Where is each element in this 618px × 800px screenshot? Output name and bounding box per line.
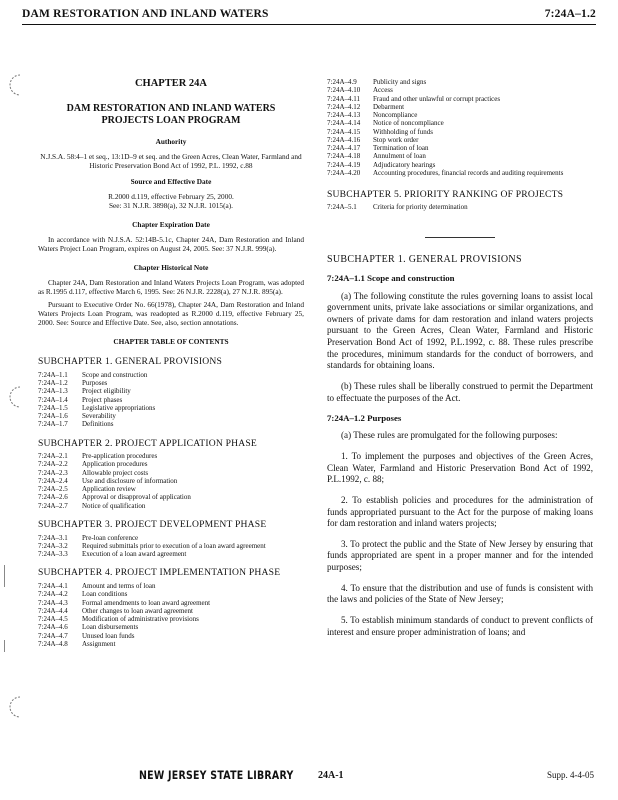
toc-entry-title: Annulment of loan (373, 152, 426, 161)
rules-text (327, 273, 593, 638)
toc-entry-title: Other changes to loan award agreement (82, 606, 193, 615)
toc-entry (38, 493, 304, 501)
toc-entry (327, 203, 593, 211)
toc-entry (327, 111, 593, 119)
toc-entry-title: Required submittals prior to execution of a loan award agreement (82, 541, 266, 550)
toc-entry-title: Severability (82, 412, 116, 420)
toc-entry (38, 623, 304, 631)
toc-entry (38, 590, 304, 598)
toc-entry-number: 7:24A–3.2 (38, 541, 68, 550)
toc-entry-title: Stop work order (373, 135, 419, 144)
toc-entry-title: Application procedures (82, 460, 148, 469)
toc-entry-title: Debarment (373, 102, 405, 111)
toc-entry-number: 7:24A–4.16 (327, 135, 361, 144)
left-column (38, 78, 304, 648)
toc-entry-number: 7:24A–4.6 (38, 623, 68, 632)
purpose-item: 5. To establish minimum standards of conduct to prevent conflicts of interest and ensure proper administration of loans; and (327, 614, 593, 637)
toc-entry (38, 387, 304, 395)
toc-entry-title: Modification of administrative provisions (82, 615, 199, 624)
toc-entry-number: 7:24A–2.5 (38, 485, 68, 494)
toc-entry (38, 632, 304, 640)
toc-entry (38, 599, 304, 607)
subchapter-toc (38, 534, 304, 559)
toc-entry (327, 169, 593, 177)
library-stamp: NEW JERSEY STATE LIBRARY (139, 768, 294, 782)
supplement-date: Supp. 4-4-05 (547, 770, 594, 780)
toc-entry-number: 7:24A–4.10 (327, 86, 361, 95)
purpose-item: 1. To implement the purposes and objectives of the Green Acres, Clean Water, Farmland and Historic Preservation Bond Act of 1992, P.L.1992, c. 88; (327, 451, 593, 485)
expiration-heading: Chapter Expiration Date (132, 220, 210, 230)
toc-entry (38, 582, 304, 590)
toc-entry (38, 502, 304, 510)
toc-entry-number: 7:24A–1.2 (38, 379, 68, 387)
toc-entry-title: Allowable project costs (82, 468, 149, 477)
toc-entry-title: Fraud and other unlawful or corrupt practices (373, 94, 501, 103)
subchapter-title: SUBCHAPTER 3. PROJECT DEVELOPMENT PHASE (38, 518, 267, 530)
chapter-title (38, 103, 304, 128)
toc-entry (38, 607, 304, 615)
toc-entry-title: Adjudicatory hearings (373, 160, 436, 169)
page-footer (0, 768, 618, 786)
toc-entry-number: 7:24A–2.4 (38, 476, 68, 485)
header-title: DAM RESTORATION AND INLAND WATERS (22, 8, 269, 20)
subchapter-toc (38, 582, 304, 648)
toc-entry-title: Unused loan funds (82, 631, 135, 640)
toc-entry-title: Formal amendments to loan award agreement (82, 598, 211, 607)
table-of-contents (38, 356, 304, 648)
toc-entry (38, 412, 304, 420)
toc-entry-title: Scope and construction (82, 370, 148, 379)
toc-entry-title: Execution of a loan award agreement (82, 550, 187, 559)
toc-entry-number: 7:24A–1.4 (38, 395, 68, 404)
history-para-1: Chapter 24A, Dam Restoration and Inland Waters Projects Loan Program, was adopted as R.1995 d.117, effective March 6, 1995. See: 26 N.J.R. 2228(a), 27 N.J.R. 895(a). (38, 277, 304, 296)
toc-entry-number: 7:24A–4.12 (327, 102, 361, 111)
toc-entry (327, 86, 593, 94)
toc-entry (38, 404, 304, 412)
right-column (327, 78, 593, 647)
toc-entry-title: Loan disbursements (82, 623, 139, 632)
toc-entry (327, 152, 593, 160)
toc-entry-title: Definitions (82, 420, 114, 429)
toc-entry-number: 7:24A–1.3 (38, 387, 68, 396)
toc-entry-title: Approval or disapproval of application (82, 493, 191, 502)
source-heading: Source and Effective Date (130, 177, 212, 187)
toc-entry-number: 7:24A–4.7 (38, 631, 68, 640)
toc-entry (38, 534, 304, 542)
toc-entry-number: 7:24A–2.1 (38, 452, 68, 461)
toc-entry-title: Use and disclosure of information (82, 476, 178, 485)
toc-entry-title: Noncompliance (373, 111, 418, 119)
subchapter-toc (38, 371, 304, 429)
purpose-item: 2. To establish policies and procedures for the administration of funds appropriated pursuant to the Act for the purpose of making loans for dam restoration and inland waters projects; (327, 494, 593, 529)
toc-entry-number: 7:24A–5.1 (327, 203, 357, 211)
toc-entry (327, 95, 593, 103)
chapter-title-line1: DAM RESTORATION AND INLAND WATERS (66, 102, 276, 114)
chapter-title-line2: PROJECTS LOAN PROGRAM (101, 115, 241, 127)
toc-continuation (327, 78, 593, 177)
rule-1-2-a: (a) These rules are promulgated for the following purposes: (341, 430, 558, 441)
toc-entry-number: 7:24A–4.8 (38, 639, 68, 648)
toc-entry-number: 7:24A–4.19 (327, 160, 361, 169)
subchapter-5-title: SUBCHAPTER 5. PRIORITY RANKING OF PROJECTS (327, 189, 564, 200)
source-line1: R.2000 d.119, effective February 25, 2000. (108, 192, 234, 202)
separator-rule (425, 237, 495, 238)
toc-entry-number: 7:24A–3.3 (38, 550, 68, 559)
toc-entry (327, 161, 593, 169)
toc-entry-number: 7:24A–2.7 (38, 501, 68, 510)
toc-entry (38, 469, 304, 477)
toc-entry-title: Accounting procedures, financial records and auditing requirements (373, 168, 564, 177)
header-section: 7:24A–1.2 (544, 8, 596, 20)
page-number: 24A-1 (318, 770, 344, 781)
authority-text: N.J.S.A. 58:4–1 et seq., 13:1D–9 et seq. and the Green Acres, Clean Water, Farmland and Historic Preservation Bond Act of 1992, P.L. 1992, c.88 (40, 151, 302, 170)
toc-entry-title: Application review (82, 485, 136, 494)
toc-entry-number: 7:24A–4.18 (327, 152, 361, 161)
toc-entry-number: 7:24A–1.6 (38, 412, 68, 420)
toc-entry-number: 7:24A–1.1 (38, 370, 68, 379)
toc-entry-title: Project phases (82, 395, 123, 404)
purpose-item: 4. To ensure that the distribution and use of funds is consistent with the laws and policies of the State of New Jersey; (327, 582, 593, 605)
toc-entry-number: 7:24A–4.11 (327, 94, 360, 103)
subchapter-title: SUBCHAPTER 4. PROJECT IMPLEMENTATION PHASE (38, 567, 281, 579)
toc-entry-number: 7:24A–3.1 (38, 533, 68, 542)
subchapter-1-heading: SUBCHAPTER 1. GENERAL PROVISIONS (327, 254, 522, 266)
rule-1-1-heading: 7:24A–1.1 Scope and construction (327, 273, 455, 284)
toc-entry (38, 477, 304, 485)
toc-entry-title: Purposes (82, 379, 108, 387)
source-line2: See: 31 N.J.R. 3898(a), 32 N.J.R. 1015(a). (108, 201, 234, 211)
history-para-2: Pursuant to Executive Order No. 66(1978), Chapter 24A, Dam Restoration and Inland Waters Projects Loan Program, was readopted as R.2000 d.119, effective February 25, 2000. See: Source and Effective Date. See, also, section annotations. (38, 300, 304, 328)
toc-entry-title: Amount and terms of loan (82, 582, 156, 591)
toc-entry-title: Notice of noncompliance (373, 119, 444, 128)
toc-entry-title: Criteria for priority determination (373, 203, 468, 211)
toc-entry-number: 7:24A–4.9 (327, 78, 357, 86)
toc-entry-number: 7:24A–4.4 (38, 606, 68, 615)
punch-hole-mark (4, 694, 26, 720)
punch-hole-mark (4, 72, 26, 98)
toc-entry-number: 7:24A–2.2 (38, 460, 68, 469)
toc-entry (327, 103, 593, 111)
toc-entry (327, 144, 593, 152)
toc-entry-title: Publicity and signs (373, 78, 427, 86)
rule-1-1-b: (b) These rules shall be liberally construed to permit the Department to effectuate the purposes of the Act. (327, 380, 593, 403)
toc-entry-title: Project eligibility (82, 387, 131, 396)
toc-entry (38, 420, 304, 428)
toc-entry (38, 550, 304, 558)
toc-entry (327, 119, 593, 127)
toc-entry (327, 128, 593, 136)
toc-entry-title: Loan conditions (82, 590, 128, 599)
toc-entry (327, 78, 593, 86)
subchapter-title: SUBCHAPTER 2. PROJECT APPLICATION PHASE (38, 437, 257, 449)
chapter-number: CHAPTER 24A (134, 78, 208, 89)
toc-entry (327, 136, 593, 144)
toc-entry-title: Assignment (82, 639, 116, 648)
toc-entry-title: Pre-loan conference (82, 533, 139, 542)
subchapter-5-toc (327, 203, 593, 211)
toc-entry-number: 7:24A–4.5 (38, 615, 68, 624)
margin-mark (4, 640, 5, 652)
purpose-item: 3. To protect the public and the State of New Jersey by ensuring that funds appropriated are spent in a proper manner and for the intended purposes; (327, 538, 593, 572)
toc-entry-number: 7:24A–1.5 (38, 403, 68, 412)
toc-entry-number: 7:24A–1.7 (38, 420, 68, 429)
subchapter-toc (38, 452, 304, 510)
toc-entry (38, 485, 304, 493)
toc-entry-title: Legislative appropriations (82, 403, 156, 412)
toc-entry-number: 7:24A–4.13 (327, 111, 361, 119)
margin-mark (4, 565, 5, 587)
rule-1-1-a: (a) The following constitute the rules governing loans to assist local government units, private lake associations or similar organizations, and owners of private dams for dam restoration and inland waters projects pursuant to the Green Acres, Clean Water, Farmland and Historic Preservation Bond Act of 1992, P.L.1992, c. 88. These rules prescribe the procedures, minimum standards for the conduct of borrowers, and standards for obtaining loans. (327, 290, 593, 371)
toc-entry (38, 542, 304, 550)
toc-entry-number: 7:24A–4.20 (327, 168, 361, 177)
subchapter-title: SUBCHAPTER 1. GENERAL PROVISIONS (38, 356, 223, 368)
toc-entry-title: Notice of qualification (82, 501, 146, 510)
history-heading: Chapter Historical Note (133, 262, 209, 272)
toc-entry-number: 7:24A–4.2 (38, 590, 68, 599)
toc-entry-number: 7:24A–4.14 (327, 119, 361, 128)
toc-entry-number: 7:24A–4.3 (38, 598, 68, 607)
toc-entry-title: Termination of loan (373, 144, 429, 152)
toc-heading: CHAPTER TABLE OF CONTENTS (113, 337, 229, 347)
toc-entry-number: 7:24A–4.1 (38, 582, 68, 591)
toc-entry-number: 7:24A–4.17 (327, 144, 361, 152)
rule-1-2-heading: 7:24A–1.2 Purposes (327, 413, 402, 424)
toc-entry-title: Withholding of funds (373, 127, 433, 136)
toc-entry (38, 615, 304, 623)
toc-entry-title: Access (373, 86, 393, 95)
toc-entry (38, 640, 304, 648)
authority-heading: Authority (155, 136, 187, 146)
purpose-list (327, 451, 593, 638)
toc-entry (38, 396, 304, 404)
running-header (22, 6, 596, 25)
toc-entry-number: 7:24A–2.6 (38, 493, 68, 502)
toc-entry (38, 452, 304, 460)
toc-entry-number: 7:24A–4.15 (327, 127, 361, 136)
toc-entry (38, 460, 304, 468)
toc-entry (38, 379, 304, 387)
toc-entry (38, 371, 304, 379)
expiration-text: In accordance with N.J.S.A. 52:14B-5.1c, Chapter 24A, Dam Restoration and Inland Waters Project Loan Program, expires on August 24, 2005. See: 37 N.J.R. 999(a). (38, 235, 304, 253)
toc-entry-title: Pre-application procedures (82, 452, 158, 461)
toc-entry-number: 7:24A–2.3 (38, 468, 68, 477)
punch-hole-mark (4, 384, 26, 410)
